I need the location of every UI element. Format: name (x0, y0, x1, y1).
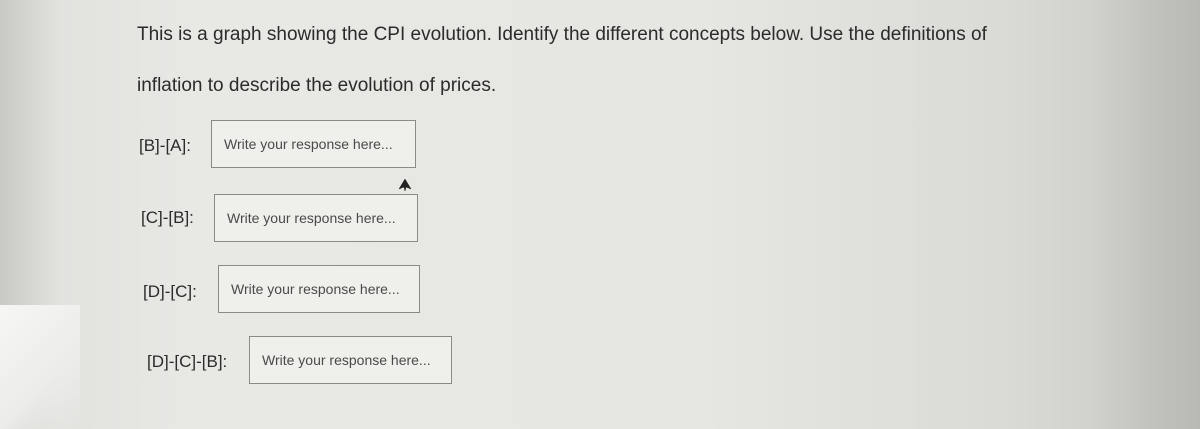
mouse-pointer-icon (398, 178, 412, 192)
response-field-c-minus-b[interactable]: Write your response here... (214, 194, 418, 242)
question-text-line-2: inflation to describe the evolution of prices. (137, 75, 497, 96)
response-field-b-minus-a[interactable]: Write your response here... (211, 120, 416, 168)
monitor-edge-shading (1090, 0, 1200, 429)
screen-glare (0, 305, 80, 429)
response-field-d-minus-c-minus-b[interactable]: Write your response here... (249, 336, 452, 384)
label-d-minus-c-minus-b: [D]-[C]-[B]: (147, 352, 228, 371)
label-d-minus-c: [D]-[C]: (143, 282, 197, 301)
label-b-minus-a: [B]-[A]: (139, 136, 191, 155)
question-text-line-1: This is a graph showing the CPI evolution. Identify the different concepts below. Use the definitions of (137, 24, 987, 45)
label-c-minus-b: [C]-[B]: (141, 208, 194, 227)
response-field-d-minus-c[interactable]: Write your response here... (218, 265, 420, 313)
